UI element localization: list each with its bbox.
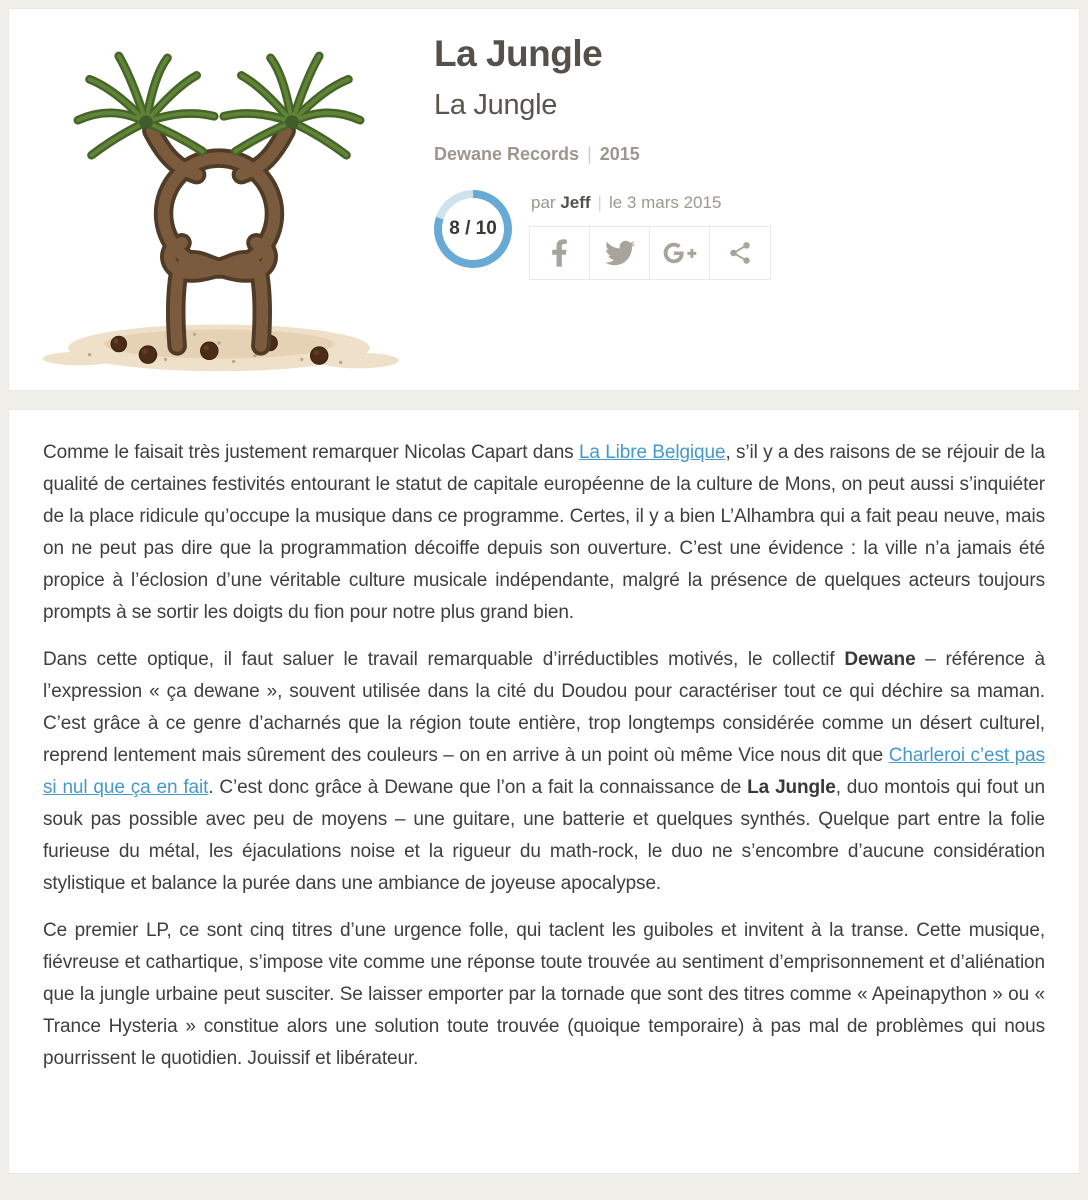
review-paragraph-3: [43, 915, 1045, 1075]
dewane-bold-text: Dewane: [844, 649, 916, 670]
paragraph-text: – référence à l’expression « ça dewane », souvent utilisée dans la cité du Doudou pour caractériser tout ce qui déchire sa maman. C’est grâce à ce genre d’acharnés que la région toute entière, trop longtemps considérée comme un désert culturel, reprend lentement mais sûrement des couleurs – on en arrive à un point où même Vice nous dit que: [43, 649, 1046, 766]
label-year-line: [434, 144, 1067, 165]
twitter-share-button[interactable]: [590, 227, 650, 279]
generic-share-button[interactable]: [710, 227, 770, 279]
paragraph-text: Comme le faisait très justement remarquer Nicolas Capart dans: [43, 442, 579, 463]
review-paragraph-1: [43, 437, 1045, 629]
facebook-share-button[interactable]: [530, 227, 590, 279]
review-article-card: [8, 409, 1080, 1174]
release-year: 2015: [599, 144, 640, 165]
paragraph-text: Dans cette optique, il faut saluer le travail remarquable d’irréductibles motivés, le collectif: [43, 649, 845, 670]
meta-row: [434, 190, 1067, 280]
social-share-bar: [529, 226, 771, 280]
artist-name: La Jungle: [434, 33, 603, 74]
palm-trees-knot-icon: [29, 19, 409, 379]
la-libre-belgique-link[interactable]: La Libre Belgique: [578, 442, 726, 463]
record-label: Dewane Records: [434, 144, 580, 165]
charleroi-vice-link[interactable]: Charleroi c’est pas si nul que ça en fait: [43, 745, 1046, 798]
publish-date: le 3 mars 2015: [608, 193, 722, 213]
share-icon: [727, 240, 753, 266]
paragraph-text: . C’est donc grâce à Dewane que l’on a fait la connaissance de: [208, 777, 748, 798]
album-info: [416, 19, 1067, 380]
byline: [531, 193, 771, 213]
separator: |: [587, 144, 592, 165]
review-paragraph-2: [43, 644, 1045, 900]
googleplus-icon: [663, 239, 697, 267]
facebook-icon: [551, 238, 568, 268]
paragraph-text: Ce premier LP, ce sont cinq titres d’une urgence folle, qui taclent les guiboles et invitent à la transe. Cette musique, fiévreuse et cathartique, s’impose vite comme une réponse toute trouvée au sentiment d’emprisonnement et d’aliénation que la jungle urbaine peut susciter. Se laisser emporter par la tornade que sont des titres comme « Apeinapython » ou « Trance Hysteria » constitue alors une solution toute trouvée (quoique temporaire) à pas mal de problèmes qui nous pourrissent le quotidien. Jouissif et libérateur.: [43, 920, 1045, 1069]
byline-prefix: par: [531, 193, 556, 213]
rating-ring: [434, 190, 512, 268]
la-jungle-bold-text: La Jungle: [747, 777, 836, 798]
separator: |: [597, 193, 602, 213]
album-header-card: [8, 8, 1080, 391]
paragraph-text: , duo montois qui fout un souk pas possible avec peu de moyens – une guitare, une batterie et quelques synthés. Quelque part entre la folie furieuse du métal, les éjaculations noise et la rigueur du math-rock, le duo ne s’encombre d’aucune considération stylistique et balance la purée dans une ambiance de joyeuse apocalypse.: [43, 777, 1045, 894]
byline-social-column: [529, 190, 771, 280]
album-name: La Jungle: [434, 88, 558, 121]
album-artwork: [21, 19, 416, 380]
author-link[interactable]: Jeff: [560, 193, 591, 213]
rating-score: 8 / 10: [442, 198, 504, 260]
twitter-icon: [605, 238, 635, 268]
paragraph-text: , s’il y a des raisons de se réjouir de la qualité de certaines festivités entourant le statut de capitale européenne de la culture de Mons, on peut aussi s’inquiéter de la place ridicule qu’occupe la musique dans ce programme. Certes, il y a bien L’Alhambra qui a fait peau neuve, mais on ne peut pas dire que la programmation décoiffe depuis son ouverture. C’est une évidence : la ville n’a jamais été propice à l’éclosion d’une véritable culture musicale indépendante, malgré la présence de quelques acteurs toujours prompts à se sortir les doigts du fion pour notre plus grand bien.: [43, 442, 1045, 623]
googleplus-share-button[interactable]: [650, 227, 710, 279]
